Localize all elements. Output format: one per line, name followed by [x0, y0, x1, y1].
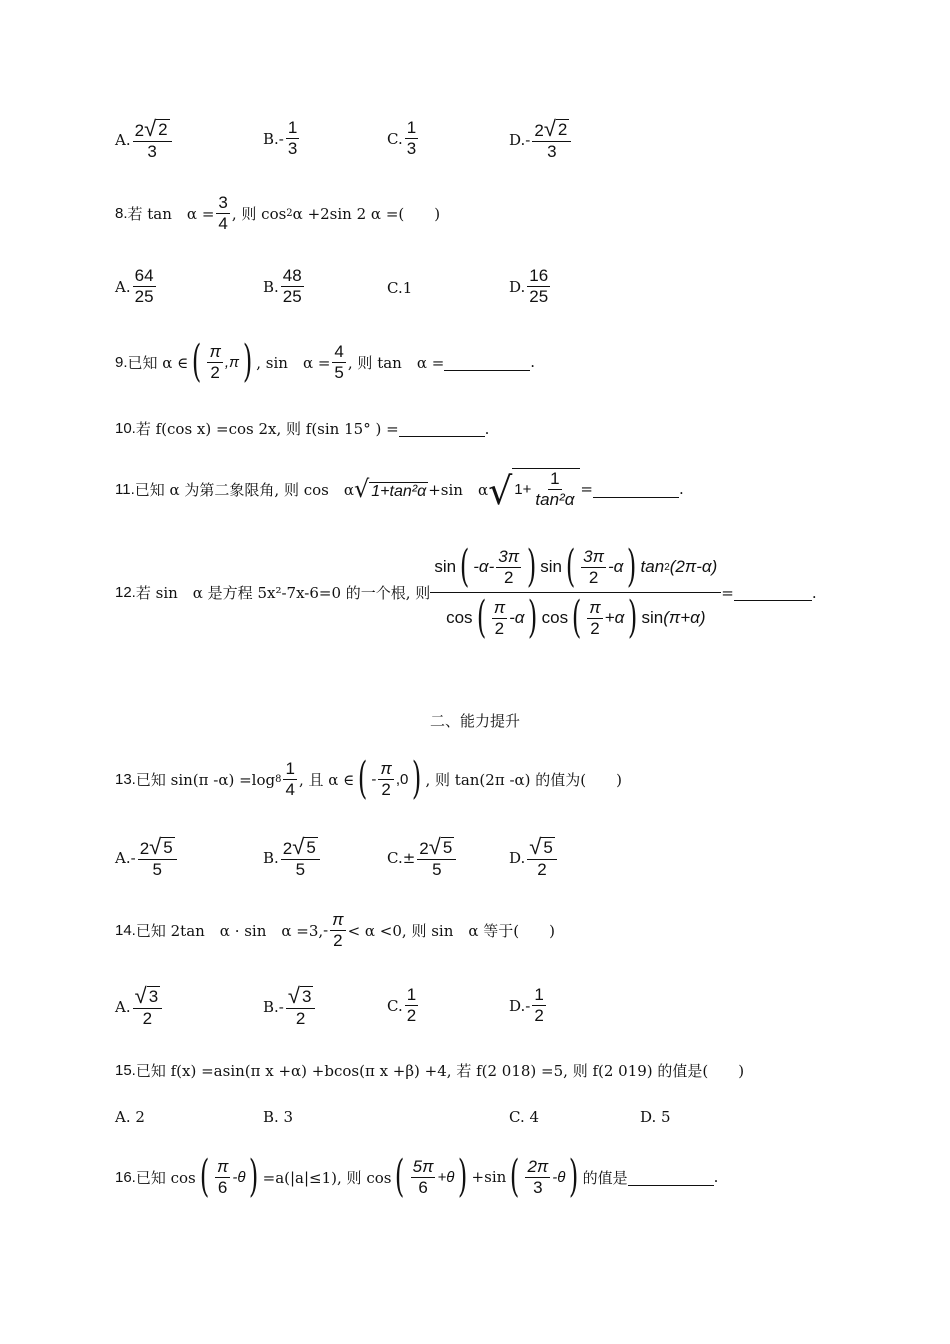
question-8 — [115, 193, 440, 234]
q7-option-d — [509, 118, 573, 162]
denominator: 2 — [142, 1009, 153, 1028]
function-name: tan — [640, 557, 665, 576]
numerator: 2 — [134, 121, 145, 140]
term: ,0 — [395, 770, 409, 788]
question-text: , 则 cos — [231, 205, 287, 223]
denominator: 6 — [217, 1177, 228, 1197]
term: -α — [509, 608, 525, 627]
denominator: 2 — [333, 931, 343, 950]
numerator: π — [216, 1156, 229, 1176]
numerator: 3π — [583, 546, 605, 566]
numerator: π — [380, 758, 392, 778]
sign: - — [278, 998, 284, 1016]
q8-option-a — [115, 266, 158, 307]
denominator: 2 — [588, 567, 599, 587]
denominator: 4 — [218, 214, 228, 233]
option-label: B. — [263, 998, 279, 1016]
numerator: 1 — [406, 118, 417, 137]
numerator: 64 — [134, 266, 154, 285]
term: -α- — [473, 557, 495, 576]
superscript: 2 — [664, 561, 670, 573]
question-9 — [115, 336, 536, 387]
q13-option-c: C. ± 2 √ 5 5 — [387, 836, 458, 880]
question-text: 已知 sin(π -α) =log — [135, 770, 276, 789]
denominator: 3 — [547, 142, 557, 161]
radicand: 5 — [163, 838, 173, 857]
option-value: 1 — [402, 279, 413, 297]
sign: - — [323, 922, 329, 939]
option-label: A. — [115, 998, 131, 1016]
q8-option-c — [387, 279, 412, 297]
radicand: 5 — [306, 838, 316, 857]
superscript: 2 — [286, 208, 293, 219]
denominator: 2 — [537, 860, 547, 879]
q7-option-c — [387, 118, 420, 159]
question-text: 已知 α ∈ — [127, 353, 189, 372]
q14-option-a: A. √ 3 2 — [115, 985, 164, 1029]
radicand: 2 — [557, 120, 568, 139]
denominator: 2 — [381, 779, 391, 799]
question-10 — [115, 418, 489, 439]
numerator: 2 — [139, 839, 150, 858]
function-name: cos — [541, 608, 569, 627]
numerator: 1 — [534, 985, 544, 1004]
question-text: 的值是 — [582, 1168, 628, 1187]
question-text: +sin — [471, 1168, 507, 1186]
fraction — [286, 118, 299, 159]
question-number: 11. — [115, 480, 135, 498]
answer-blank[interactable] — [734, 584, 812, 601]
numerator: 1 — [287, 118, 298, 137]
question-text: =a(|a|≤1), 则 cos — [262, 1168, 392, 1187]
pi-symbol: ,π — [224, 353, 240, 371]
question-14 — [115, 910, 555, 951]
denominator: 5 — [334, 362, 344, 382]
question-number: 12. — [115, 584, 136, 601]
question-number: 10. — [115, 420, 136, 437]
radicand: 2 — [158, 120, 168, 139]
option-label: B. — [263, 129, 279, 148]
period: . — [530, 353, 536, 371]
question-text: < α <0, 则 sin α 等于( ) — [347, 922, 555, 940]
question-12 — [115, 541, 817, 643]
question-text: 若 sin α 是方程 5x²-7x-6=0 的一个根, 则 — [135, 584, 431, 602]
right-paren: ) — [242, 336, 253, 387]
radicand: 5 — [442, 838, 453, 857]
option-label: D. — [509, 849, 526, 867]
term: -θ — [552, 1168, 566, 1186]
question-text: +sin α — [428, 480, 489, 499]
period: . — [484, 419, 490, 438]
numerator: 2 — [282, 839, 293, 858]
option-label: C. — [387, 996, 403, 1015]
numerator: 2 — [419, 839, 429, 858]
section-title: 二、能力提升 — [429, 712, 520, 730]
denominator: 3 — [147, 142, 157, 161]
term: (π+α) — [663, 608, 706, 627]
question-text: = — [721, 583, 734, 602]
numerator: 3π — [498, 546, 520, 566]
numerator: π — [589, 597, 601, 617]
question-text: 若 f(cos x) =cos 2x, 则 f(sin 15° ) = — [135, 420, 399, 438]
fraction — [332, 342, 345, 383]
big-fraction — [430, 541, 721, 643]
option-label: A. — [115, 131, 131, 149]
fraction — [216, 193, 229, 234]
answer-blank[interactable] — [399, 420, 485, 437]
sign: - — [130, 849, 136, 867]
sign: - — [525, 996, 531, 1015]
q7-option-a — [115, 118, 174, 162]
numerator: 1 — [285, 758, 295, 778]
sign: - — [525, 131, 531, 149]
numerator: 48 — [282, 266, 302, 285]
fraction — [283, 759, 296, 800]
denominator: 2 — [406, 1006, 417, 1025]
numerator: 1 — [550, 469, 560, 488]
denominator: 3 — [533, 1177, 543, 1197]
denominator: 2 — [590, 618, 600, 638]
term: +α — [604, 608, 625, 627]
fraction — [133, 266, 156, 307]
denominator: 25 — [529, 287, 549, 306]
option-label: C. — [387, 849, 403, 867]
question-number: 15. — [115, 1062, 136, 1079]
question-text: α +2sin 2 α =( ) — [292, 205, 441, 223]
denominator: 5 — [152, 860, 162, 879]
question-number: 8. — [115, 205, 128, 222]
q14-option-b: B. - √ 3 2 — [263, 985, 317, 1029]
question-number: 9. — [115, 353, 128, 371]
function-name: sin — [540, 557, 562, 576]
term: (2π-α) — [669, 557, 718, 576]
denominator: 4 — [285, 779, 295, 799]
option-label: A. — [115, 849, 131, 867]
radicand: 3 — [301, 987, 312, 1006]
numerator: 5π — [412, 1156, 434, 1176]
q14-option-c — [387, 985, 420, 1026]
period: . — [678, 480, 684, 498]
option-label: D. — [509, 131, 526, 149]
option-label: D. — [509, 277, 526, 296]
denominator: 25 — [134, 287, 154, 306]
denominator: 25 — [282, 287, 302, 306]
fraction — [207, 342, 222, 383]
numerator: 16 — [529, 266, 549, 285]
denominator: 5 — [295, 860, 306, 879]
option-label: C. — [387, 279, 403, 297]
question-text: 已知 cos — [135, 1168, 196, 1187]
question-text: , sin α = — [256, 353, 331, 372]
fraction — [378, 759, 393, 800]
numerator: 1 — [406, 985, 417, 1004]
question-16: 16. 已知 cos ( $\frac{\pi}{6}$ -θ ) =a(|a|≤1), 则 cos ( $\frac{5\pi}{6}$ +θ ) +sin ( $\frac{2\pi}{3}$ -θ ) 的值是 . — [115, 1151, 719, 1202]
radical: √ 1+tan²α — [353, 475, 427, 503]
denominator: 2 — [210, 362, 220, 382]
question-13: 13. 已知 sin(π -α) =log 8 $\frac{1}{4}$ , 且 α ∈ ( - $\frac{\pi}{2}$ ,0 ) , 则 tan(2π -α) 的值为( ) — [115, 753, 622, 804]
q7-option-b — [263, 118, 301, 159]
fraction — [281, 266, 304, 307]
option-label: D. — [509, 996, 526, 1015]
function-name: sin — [434, 557, 457, 576]
numerator: 3 — [218, 193, 228, 212]
big-denominator: cos ( $\frac{\pi}{2}$ -α ) cos ( $\frac{\pi}{2}$ +α ) sin (π+α) — [446, 592, 706, 643]
answer-blank[interactable] — [628, 1169, 714, 1186]
option-label: B. — [263, 849, 279, 867]
denominator: tan²α — [535, 490, 575, 509]
question-11 — [115, 468, 684, 513]
left-paren: ( — [192, 336, 202, 387]
denominator: 2 — [295, 1009, 306, 1028]
numerator: 2 — [534, 121, 544, 140]
q15-option-d: D. 5 — [640, 1108, 671, 1126]
big-numerator: sin ( -α- $\frac{3\pi}{2}$ ) sin ( $\frac{3\pi}{2}$ -α ) tan 2 (2π-α) — [430, 545, 721, 593]
question-text: = — [580, 480, 593, 498]
radicand: 1+tan²α — [371, 483, 427, 500]
question-text: 已知 2tan α · sin α =3, — [135, 922, 324, 940]
q13-option-b: B. 2 √ 5 5 — [263, 836, 322, 880]
numerator: π — [493, 597, 506, 617]
question-number: 16. — [115, 1168, 136, 1186]
denominator: 5 — [432, 860, 442, 879]
numerator: 2π — [527, 1156, 549, 1176]
term: -α — [608, 557, 624, 576]
period: . — [811, 583, 817, 602]
fraction: 2 √ 2 3 — [532, 118, 571, 162]
radicand: 3 — [148, 987, 159, 1006]
denominator: 3 — [406, 139, 417, 158]
fraction: 2 √ 2 3 — [133, 118, 172, 162]
fraction — [533, 469, 576, 510]
question-number: 14. — [115, 922, 136, 939]
numerator: π — [332, 910, 344, 929]
period: . — [713, 1168, 719, 1186]
sign: - — [371, 770, 377, 788]
radical: √ 1+ $\frac{1}{\text{tan²α}}$ — [488, 468, 580, 510]
subscript: 8 — [275, 773, 282, 785]
q15-option-b: B. 3 — [263, 1108, 294, 1126]
question-text: 已知 α 为第二象限角, 则 cos α — [134, 480, 354, 499]
denominator: 2 — [503, 567, 514, 587]
function-name: sin — [641, 608, 664, 627]
denominator: 6 — [418, 1177, 428, 1197]
fraction — [405, 118, 418, 159]
question-text: , 则 tan α = — [347, 353, 445, 372]
question-number: 13. — [115, 770, 136, 788]
sign: ± — [402, 849, 416, 867]
numerator: 4 — [334, 341, 344, 361]
q8-option-b — [263, 266, 306, 307]
question-text: 若 tan α = — [127, 205, 215, 223]
denominator: 3 — [287, 139, 298, 158]
answer-blank[interactable] — [593, 481, 679, 498]
q15-option-a: A. 2 — [115, 1108, 145, 1126]
question-text: , 则 tan(2π -α) 的值为( ) — [425, 770, 622, 789]
denominator: 2 — [494, 618, 505, 638]
q13-option-a: A. - 2 √ 5 5 — [115, 836, 179, 880]
fraction — [527, 266, 550, 307]
option-label: B. — [263, 277, 279, 296]
term: -θ — [232, 1168, 246, 1186]
question-15 — [115, 1060, 744, 1081]
question-text: , 且 α ∈ — [298, 770, 355, 789]
term: +θ — [437, 1168, 455, 1186]
option-label: A. — [115, 277, 131, 296]
function-name: cos — [446, 608, 473, 627]
denominator: 2 — [534, 1006, 544, 1025]
option-label: C. — [387, 129, 403, 148]
answer-blank[interactable] — [444, 354, 530, 371]
numerator: π — [209, 341, 221, 361]
q15-option-c: C. 4 — [509, 1108, 540, 1126]
sign: - — [278, 129, 284, 148]
q8-option-d — [509, 266, 552, 307]
radicand-lead: 1+ — [514, 481, 532, 498]
radicand: 5 — [543, 838, 553, 857]
q14-option-d — [509, 985, 548, 1026]
q13-option-d: D. √ 5 2 — [509, 836, 559, 880]
question-text: 已知 f(x) =asin(π x +α) +bcos(π x +β) +4, 若 f(2 018) =5, 则 f(2 019) 的值是( ) — [135, 1062, 745, 1080]
